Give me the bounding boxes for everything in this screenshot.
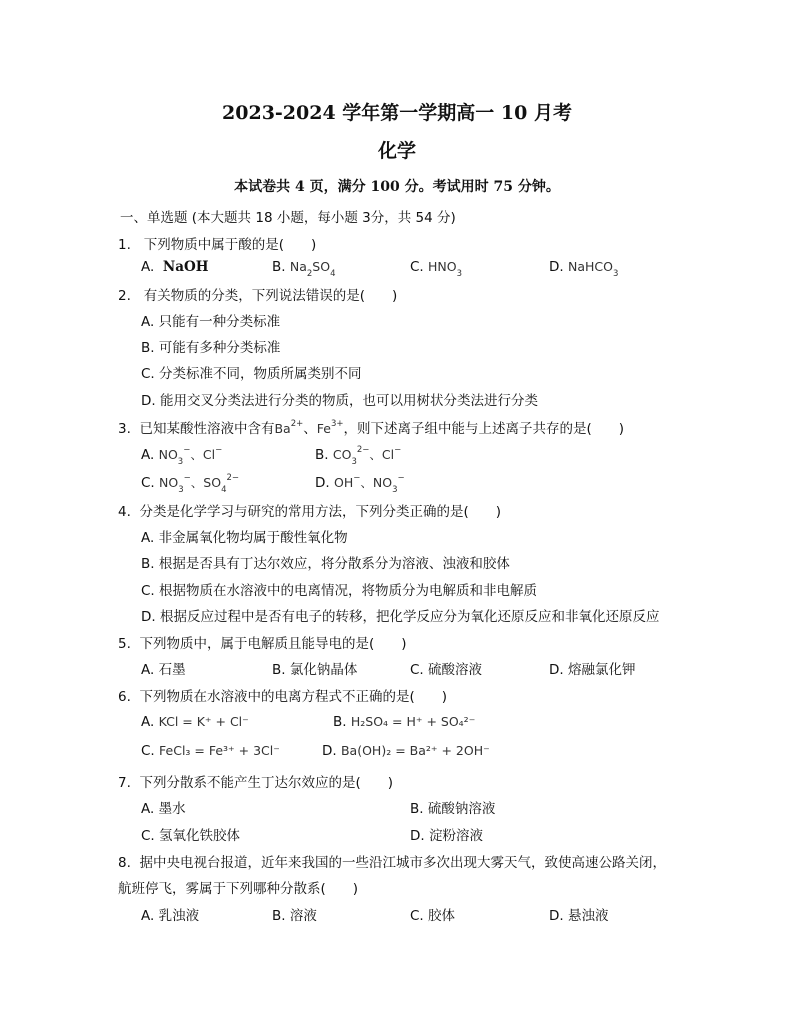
option-d: D. 根据反应过程中是否有电子的转移，把化学反应分为氧化还原反应和非氧化还原反应 (141, 609, 660, 625)
question-number: 3. (118, 421, 131, 437)
option-text: NaOH (162, 259, 209, 275)
question-text: 下列分散系不能产生丁达尔效应的是( ) (139, 775, 394, 791)
question-number: 6. (118, 689, 131, 705)
option-b: B. 溶液 (272, 908, 317, 924)
question-4 (118, 500, 501, 520)
question-text: 据中央电视台报道，近年来我国的一些沿江城市多次出现大雾天气，致使高速公路关闭， (139, 855, 666, 871)
exam-title: 2023-2024 学年第一学期高一 10 月考 (222, 102, 572, 124)
question-number: 5. (118, 636, 131, 652)
equation: Ba(OH)₂ = Ba²⁺ + 2OH⁻ (340, 743, 490, 758)
option-c: C. $HNO_3$ (410, 259, 463, 279)
option-formula: $HNO_3$ (428, 259, 463, 279)
option-d: D. Ba(OH)₂ = Ba²⁺ + 2OH⁻ (322, 743, 490, 759)
option-d: D. 熔融氯化钾 (549, 662, 636, 678)
option-b: B. 氯化钠晶体 (272, 662, 358, 678)
option-a: A. 只能有一种分类标准 (141, 314, 281, 330)
option-c: C. FeCl₃ = Fe³⁺ + 3Cl⁻ (141, 743, 280, 759)
option-formula: $Na_2SO_4$ (289, 259, 336, 279)
option-b: B. $CO_3^{2-}$、Cl− (315, 444, 402, 467)
section-title: 一、单选题 (本大题共 18 小题，每小题 3分，共 54 分) (120, 210, 456, 226)
option-b: B. H₂SO₄ = H⁺ + SO₄²⁻ (333, 714, 476, 730)
option-a: A. KCl = K⁺ + Cl⁻ (141, 714, 249, 730)
ion-formula: $Fe^{3+}$ (316, 418, 344, 436)
option-formula: NaHCO$_3$ (567, 259, 619, 279)
option-c: C. $NO_3^-$、$SO_4^{2-}$ (141, 472, 240, 495)
question-8 (118, 851, 666, 871)
question-6 (118, 685, 447, 705)
option-b: B. $Na_2SO_4$ (272, 259, 336, 279)
question-8-continued: 航班停飞，雾属于下列哪种分散系( ) (118, 881, 359, 897)
question-text: 下列物质在水溶液中的电离方程式不正确的是( ) (139, 689, 448, 705)
question-number: 7. (118, 775, 131, 791)
subject-title: 化学 (377, 140, 416, 162)
option-c: C. 氢氧化铁胶体 (141, 828, 241, 844)
question-3: 3. 已知某酸性溶液中含有$Ba^{2+}$、$Fe^{3+}$，则下述离子组中能与上述离子共存的是( ) (118, 418, 625, 437)
question-number: 8. (118, 855, 131, 871)
option-a: A. 乳浊液 (141, 908, 200, 924)
option-a: A. NaOH (141, 259, 209, 275)
equation: FeCl₃ = Fe³⁺ + 3Cl⁻ (159, 743, 280, 758)
option-a: A. 墨水 (141, 801, 186, 817)
question-text: 分类是化学学习与研究的常用方法，下列分类正确的是( ) (139, 504, 502, 520)
question-text: 下列物质中，属于电解质且能导电的是( ) (139, 636, 407, 652)
option-c: C. 根据物质在水溶液中的电离情况，将物质分为电解质和非电解质 (141, 583, 538, 599)
question-7 (118, 771, 393, 791)
question-text: 下列物质中属于酸的是( ) (143, 237, 317, 253)
option-b: B. 根据是否具有丁达尔效应，将分散系分为溶液、浊液和胶体 (141, 556, 510, 572)
question-number: 4. (118, 504, 131, 520)
option-a: A. $NO_3^-$、Cl− (141, 444, 223, 467)
option-a: A. 非金属氧化物均属于酸性氧化物 (141, 530, 348, 546)
option-a: A. 石墨 (141, 662, 186, 678)
equation: KCl = K⁺ + Cl⁻ (158, 714, 249, 729)
question-text: 有关物质的分类，下列说法错误的是( ) (143, 288, 398, 304)
question-2 (118, 284, 397, 304)
option-d: D. 悬浊液 (549, 908, 609, 924)
option-d: D. OH−、$NO_3^-$ (315, 472, 405, 495)
option-b: B. 硫酸钠溶液 (410, 801, 496, 817)
question-1 (118, 233, 316, 253)
equation: H₂SO₄ = H⁺ + SO₄²⁻ (350, 714, 476, 729)
question-number: 2. (118, 288, 131, 304)
option-d: D. 能用交叉分类法进行分类的物质，也可以用树状分类法进行分类 (141, 393, 538, 409)
option-b: B. 可能有多种分类标准 (141, 340, 281, 356)
ion-formula: $Ba^{2+}$ (274, 418, 304, 436)
option-c: C. 胶体 (410, 908, 456, 924)
option-d: D. 淀粉溶液 (410, 828, 483, 844)
option-d: D. NaHCO$_3$ (549, 259, 619, 279)
question-5 (118, 632, 407, 652)
question-number: 1. (118, 237, 131, 253)
option-c: C. 硫酸溶液 (410, 662, 483, 678)
option-c: C. 分类标准不同，物质所属类别不同 (141, 366, 362, 382)
exam-info: 本试卷共 4 页，满分 100 分。考试用时 75 分钟。 (234, 179, 560, 195)
